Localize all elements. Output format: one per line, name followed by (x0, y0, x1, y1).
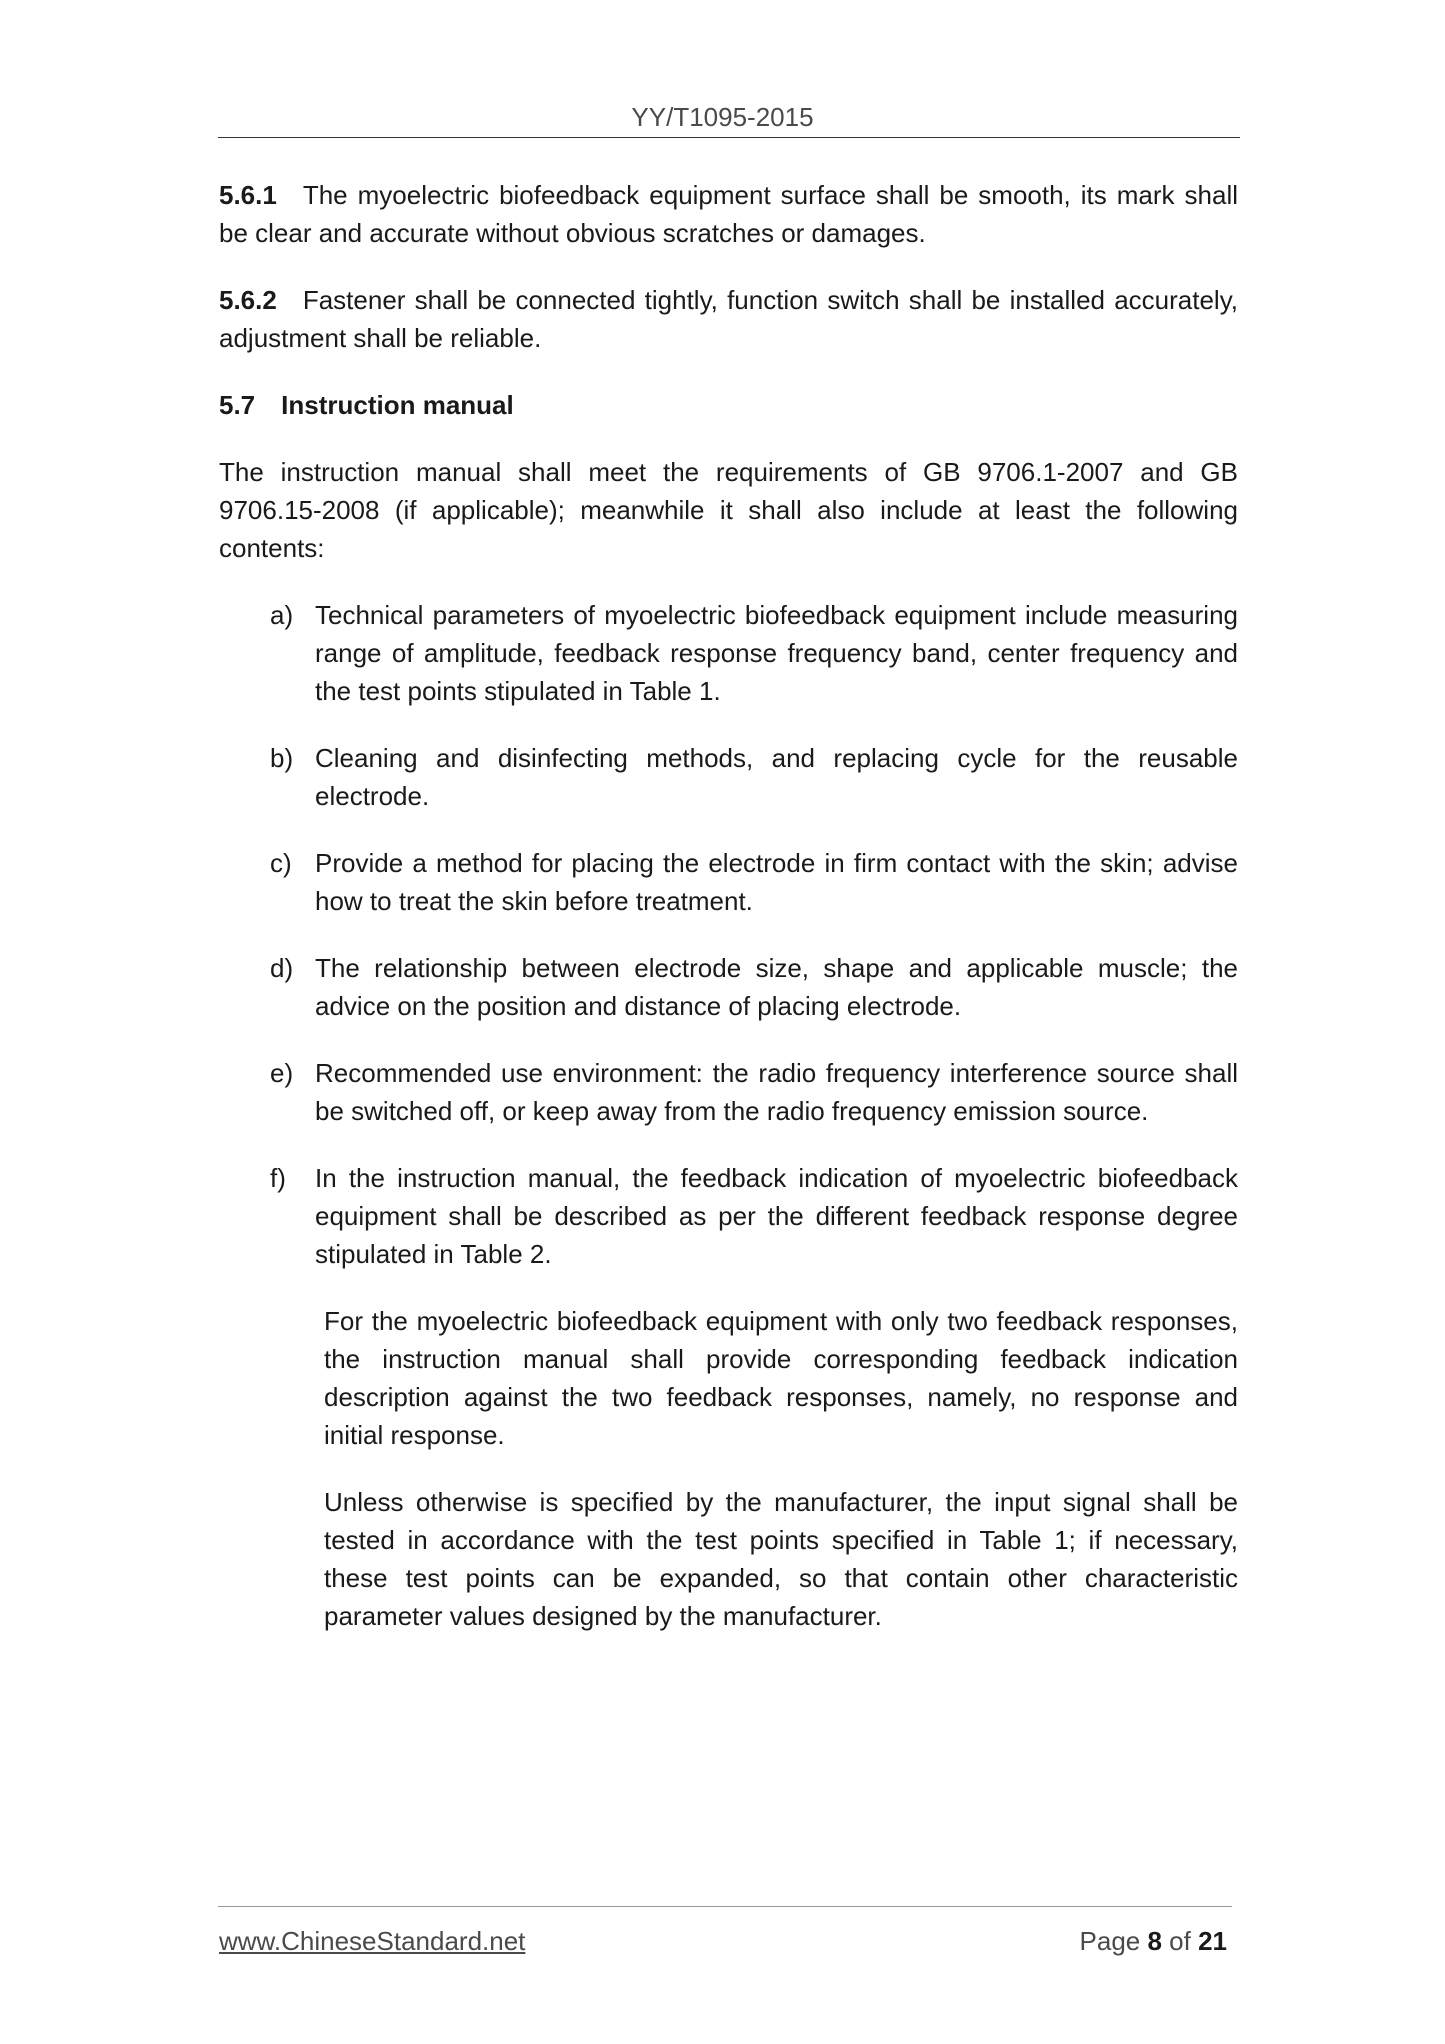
sub-paragraph: For the myoelectric biofeedback equipment with only two feedback responses, the instruction manual shall provide corresponding feedback indication description against the two feedback responses, namely, no response and initial response. (324, 1306, 1238, 1450)
clause-text: The myoelectric biofeedback equipment surface shall be smooth, its mark shall be clear and accurate without obvious scratches or damages. (219, 180, 1238, 248)
list-marker: f) (270, 1163, 286, 1193)
section-title: Instruction manual (281, 390, 514, 420)
sub-paragraph: Unless otherwise is specified by the manufacturer, the input signal shall be tested in accordance with the test points specified in Table 1; if necessary, these test points can be expanded, so that contain other characteristic parameter values designed by the manufacturer. (324, 1487, 1238, 1631)
list-item (219, 844, 1238, 920)
list-item (219, 949, 1238, 1025)
list-item (219, 1159, 1238, 1273)
list-text: The relationship between electrode size, shape and applicable muscle; the advice on the position and distance of placing electrode. (315, 953, 1238, 1021)
header-divider (218, 137, 1240, 138)
list-item (219, 596, 1238, 710)
list-text: Provide a method for placing the electrode in firm contact with the skin; advise how to treat the skin before treatment. (315, 848, 1238, 916)
clause-number: 5.6.2 (219, 285, 277, 315)
list-text: Technical parameters of myoelectric biofeedback equipment include measuring range of amplitude, feedback response frequency band, center frequency and the test points stipulated in Table 1. (315, 600, 1238, 706)
list-marker: a) (270, 600, 294, 630)
list-text: In the instruction manual, the feedback indication of myoelectric biofeedback equipment shall be described as per the different feedback response degree stipulated in Table 2. (315, 1163, 1238, 1269)
page-number (1080, 1926, 1227, 1957)
page-content (219, 176, 1238, 1664)
list-item (219, 739, 1238, 815)
clause-number: 5.6.1 (219, 180, 277, 210)
list-text: Cleaning and disinfecting methods, and replacing cycle for the reusable electrode. (315, 743, 1238, 811)
requirements-list (219, 596, 1238, 1273)
footer-divider (218, 1906, 1232, 1907)
list-marker: d) (270, 953, 294, 983)
clause-text: Fastener shall be connected tightly, function switch shall be installed accurately, adjustment shall be reliable. (219, 285, 1238, 353)
list-marker: c) (270, 848, 292, 878)
list-item (219, 1054, 1238, 1130)
section-number: 5.7 (219, 390, 256, 420)
list-marker: b) (270, 743, 294, 773)
list-marker: e) (270, 1058, 294, 1088)
page-prefix: Page (1079, 1926, 1148, 1956)
clause-5-6-2 (219, 281, 1238, 357)
list-text: Recommended use environment: the radio frequency interference source shall be switched off, or keep away from the radio frequency emission source. (315, 1058, 1238, 1126)
page-total: 21 (1198, 1926, 1227, 1956)
section-heading-5-7 (219, 386, 1238, 424)
section-intro: The instruction manual shall meet the requirements of GB 9706.1-2007 and GB 9706.15-2008 (if applicable); meanwhile it shall also include at least the following contents: (219, 457, 1238, 563)
clause-5-6-1 (219, 176, 1238, 252)
website-link[interactable]: www.ChineseStandard.net (219, 1926, 526, 1956)
document-header-title: YY/T1095-2015 (631, 102, 814, 132)
page-current: 8 (1147, 1926, 1162, 1956)
page-of: of (1161, 1926, 1199, 1956)
